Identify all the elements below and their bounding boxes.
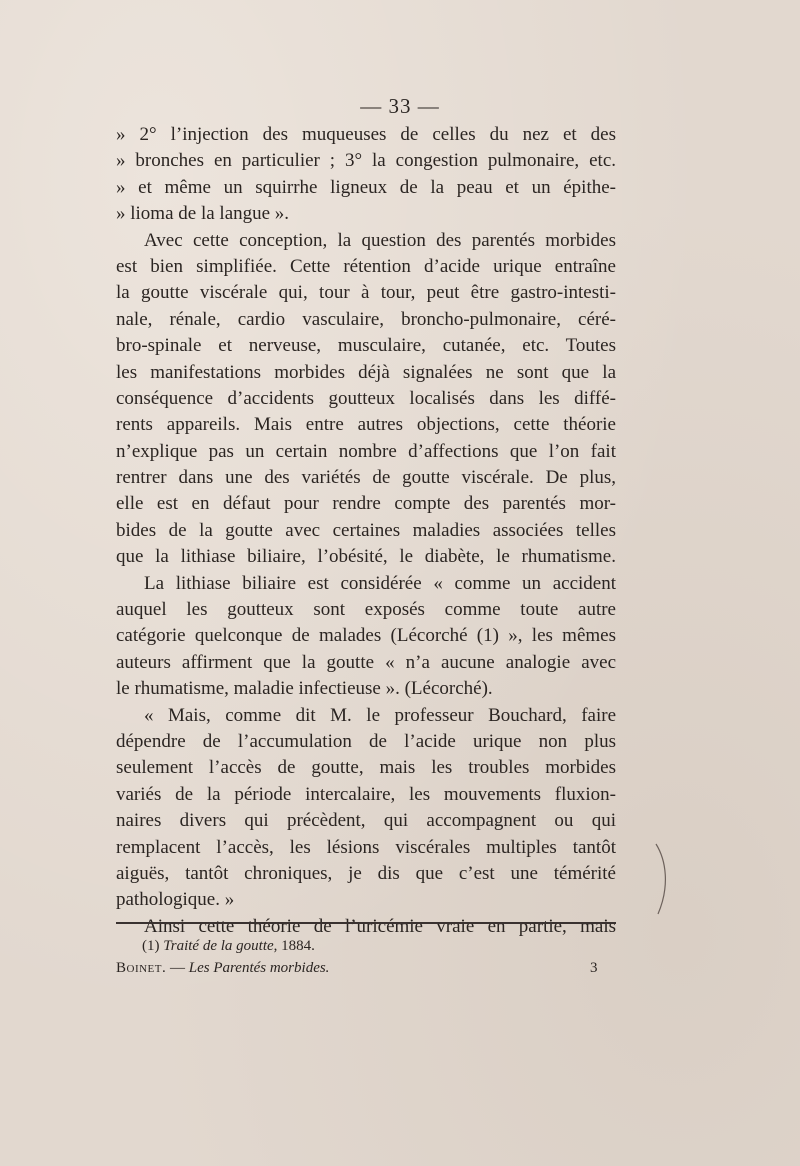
- footnote-marker: (1): [142, 938, 160, 954]
- text-line: catégorie quelconque de malades (Lécorché (1) », les mêmes: [116, 625, 616, 647]
- text-line: variés de la période intercalaire, les mouvements fluxion-: [116, 783, 616, 805]
- footnote: [142, 936, 315, 956]
- pencil-mark-icon: [640, 840, 680, 920]
- text-line: auquel les goutteux sont exposés comme toute autre: [116, 599, 616, 621]
- text-line: n’explique pas un certain nombre d’affections que l’on fait: [116, 440, 616, 462]
- text-line: » bronches en particulier ; 3° la congestion pulmonaire, etc.: [116, 150, 616, 172]
- text-line: remplacent l’accès, les lésions viscérales multiples tantôt: [116, 836, 616, 858]
- signature-dash: —: [166, 960, 189, 976]
- text-line: bro-spinale et nerveuse, musculaire, cutanée, etc. Toutes: [116, 335, 616, 357]
- text-line: » lioma de la langue ».: [116, 203, 290, 225]
- printer-signature: [116, 958, 329, 978]
- text-line: » 2° l’injection des muqueuses de celles du nez et des: [116, 124, 616, 145]
- text-line: le rhumatisme, maladie infectieuse ». (Lécorché).: [116, 678, 493, 700]
- footnote-title: Traité de la goutte: [163, 938, 274, 954]
- footnote-rest: , 1884.: [273, 938, 315, 954]
- text-line: bides de la goutte avec certaines maladies associées telles: [116, 519, 616, 541]
- sheet-number: 3: [590, 960, 598, 976]
- text-line: elle est en défaut pour rendre compte des parentés mor-: [116, 493, 616, 515]
- signature-title: Les Parentés morbides.: [188, 960, 330, 976]
- text-line: que la lithiase biliaire, l’obésité, le diabète, le rhumatisme.: [116, 546, 616, 568]
- text-line: est bien simplifiée. Cette rétention d’acide urique entraîne: [116, 255, 616, 277]
- text-line: dépendre de l’accumulation de l’acide urique non plus: [116, 730, 616, 752]
- text-line: aiguës, tantôt chroniques, je dis que c’est une témérité: [116, 862, 616, 884]
- text-line: rentrer dans une des variétés de goutte viscérale. De plus,: [116, 467, 616, 489]
- text-line: nale, rénale, cardio vasculaire, broncho-pulmonaire, céré-: [116, 308, 616, 330]
- text-line: » et même un squirrhe ligneux de la peau et un épithe-: [116, 176, 616, 198]
- text-line: rents appareils. Mais entre autres objections, cette théorie: [116, 414, 616, 436]
- text-line: seulement l’accès de goutte, mais les troubles morbides: [116, 757, 616, 779]
- footnote-rule: [116, 922, 616, 924]
- text-line: « Mais, comme dit M. le professeur Bouchard, faire: [144, 704, 616, 726]
- text-line: conséquence d’accidents goutteux localisés dans les diffé-: [116, 387, 616, 409]
- text-line: Ainsi cette théorie de l’uricémie vraie en partie, mais: [144, 915, 616, 937]
- text-line: la goutte viscérale qui, tour à tour, peut être gastro-intesti-: [116, 282, 616, 304]
- body-text: [116, 122, 616, 940]
- signature-author: Boinet.: [116, 960, 167, 976]
- text-line: les manifestations morbides déjà signalées ne sont que la: [116, 361, 616, 383]
- text-line: La lithiase biliaire est considérée « comme un accident: [144, 572, 616, 594]
- text-line: auteurs affirment que la goutte « n’a aucune analogie avec: [116, 651, 616, 673]
- text-line: naires divers qui précèdent, qui accompagnent ou qui: [116, 810, 616, 832]
- text-line: Avec cette conception, la question des parentés morbides: [144, 229, 616, 251]
- page-number: — 33 —: [360, 94, 440, 118]
- text-line: pathologique. »: [116, 889, 235, 911]
